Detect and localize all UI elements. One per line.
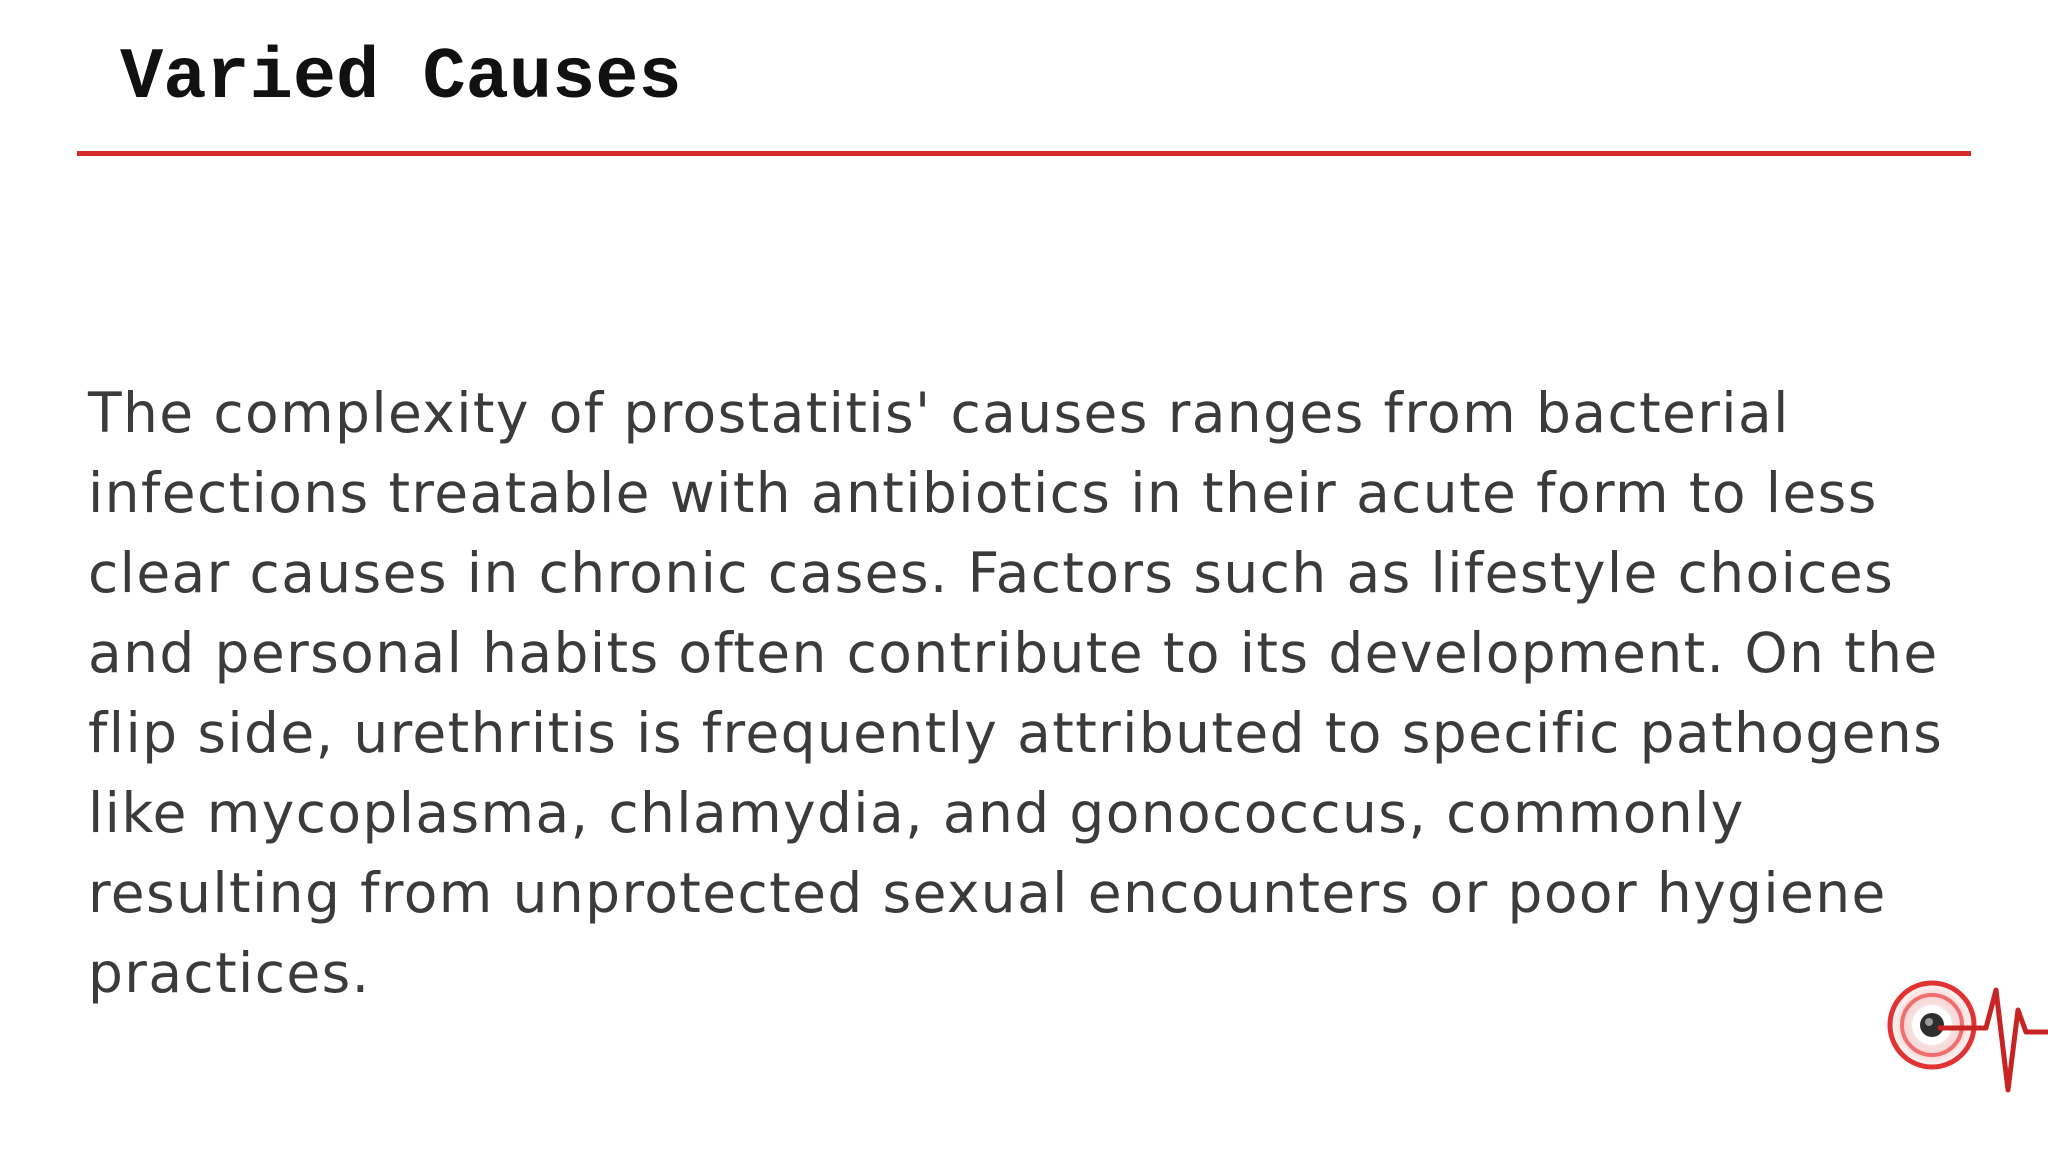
title-divider xyxy=(77,151,1971,156)
slide-title: Varied Causes xyxy=(120,37,682,119)
heartbeat-target-icon xyxy=(1876,970,2048,1120)
slide-body-text: The complexity of prostatitis' causes ranges from bacterial infections treatable with antibiotics in their acute form to less clear causes in chronic cases. Factors such as lifestyle choices and personal habits often contribute to its development. On the flip side, urethritis is frequently attributed to specific pathogens like mycoplasma, chlamydia, and gonococcus, commonly resulting from unprotected sexual encounters or poor hygiene practices. xyxy=(88,381,1944,1005)
